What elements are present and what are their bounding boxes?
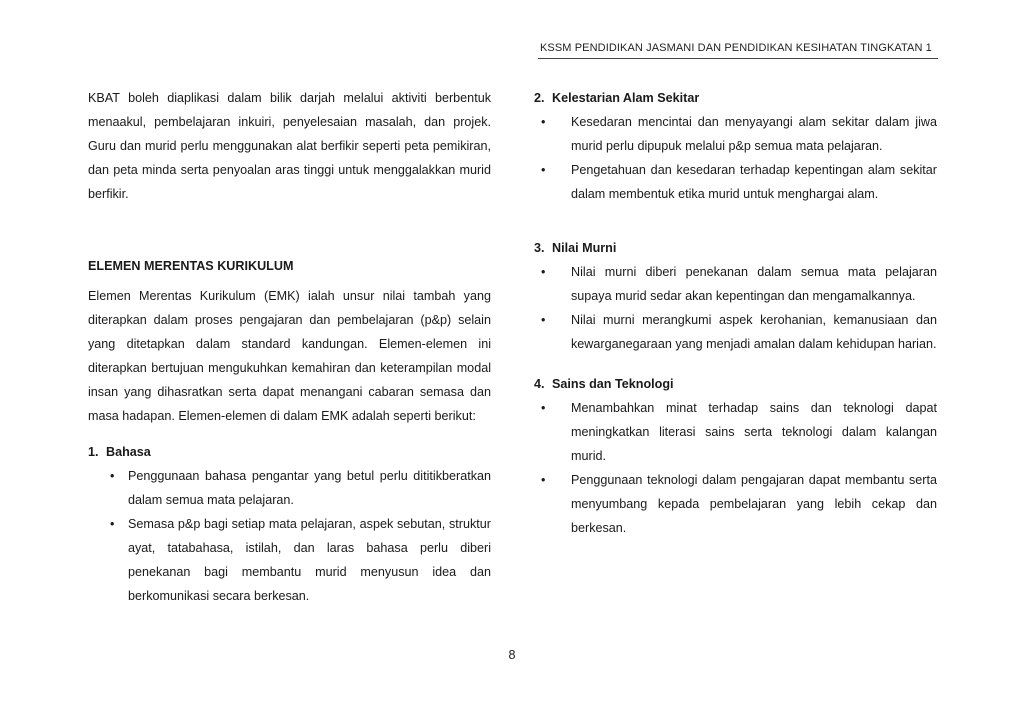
list-item: • Semasa p&p bagi setiap mata pelajaran, aspek sebutan, struktur ayat, tatabahasa, istilah, dan laras bahasa perlu diberi penekanan bagi membantu murid menyusun idea dan berkomunikasi secara berkesan. xyxy=(88,512,491,608)
header-rule xyxy=(538,58,938,59)
item-title: Kelestarian Alam Sekitar xyxy=(552,91,700,105)
item-heading-sains-teknologi xyxy=(534,372,937,396)
bullet-list-nilai-murni xyxy=(534,260,937,356)
item-number: 4. xyxy=(534,377,545,391)
list-item: • Kesedaran mencintai dan menyayangi alam sekitar dalam jiwa murid perlu dipupuk melalui p&p semua mata pelajaran. xyxy=(534,110,937,158)
list-item: • Penggunaan bahasa pengantar yang betul perlu dititikberatkan dalam semua mata pelajaran. xyxy=(88,464,491,512)
bullet-list-sains-teknologi xyxy=(534,396,937,540)
bullet-list-kelestarian xyxy=(534,110,937,206)
list-item: • Nilai murni diberi penekanan dalam semua mata pelajaran supaya murid sedar akan kepentingan dan mengamalkannya. xyxy=(534,260,937,308)
right-column xyxy=(534,86,937,540)
item-title: Nilai Murni xyxy=(552,241,617,255)
item-number: 2. xyxy=(534,91,545,105)
bullet-list-bahasa xyxy=(88,464,491,608)
left-column xyxy=(88,86,491,608)
item-number: 3. xyxy=(534,241,545,255)
list-item: • Pengetahuan dan kesedaran terhadap kepentingan alam sekitar dalam membentuk etika murid untuk menghargai alam. xyxy=(534,158,937,206)
item-title: Sains dan Teknologi xyxy=(552,377,674,391)
item-heading-nilai-murni xyxy=(534,236,937,260)
item-number: 1. xyxy=(88,445,99,459)
list-item: • Nilai murni merangkumi aspek kerohanian, kemanusiaan dan kewarganegaraan yang menjadi amalan dalam kehidupan harian. xyxy=(534,308,937,356)
item-heading-bahasa xyxy=(88,440,491,464)
section-body: Elemen Merentas Kurikulum (EMK) ialah unsur nilai tambah yang diterapkan dalam proses pengajaran dan pembelajaran (p&p) selain yang ditetapkan dalam standard kandungan. Elemen-elemen ini diterapkan bertujuan mengukuhkan kemahiran dan keterampilan modal insan yang dihasratkan serta dapat menangani cabaran semasa dan masa hadapan. Elemen-elemen di dalam EMK adalah seperti berikut: xyxy=(88,289,491,423)
list-item: • Menambahkan minat terhadap sains dan teknologi dapat meningkatkan literasi sains serta teknologi dalam kalangan murid. xyxy=(534,396,937,468)
list-item: • Penggunaan teknologi dalam pengajaran dapat membantu serta menyumbang kepada pembelajaran yang lebih cekap dan berkesan. xyxy=(534,468,937,540)
item-heading-kelestarian xyxy=(534,86,937,110)
section-title: ELEMEN MERENTAS KURIKULUM xyxy=(88,259,294,273)
intro-paragraph: KBAT boleh diaplikasi dalam bilik darjah melalui aktiviti berbentuk menaakul, pembelajaran inkuiri, penyelesaian masalah, dan projek. Guru dan murid perlu menggunakan alat berfikir seperti peta pemikiran, dan peta minda serta penyoalan aras tinggi untuk menggalakkan murid berfikir. xyxy=(88,91,491,201)
page-header: KSSM PENDIDIKAN JASMANI DAN PENDIDIKAN KESIHATAN TINGKATAN 1 xyxy=(540,42,932,54)
item-title: Bahasa xyxy=(106,445,151,459)
page-number: 8 xyxy=(508,648,516,662)
